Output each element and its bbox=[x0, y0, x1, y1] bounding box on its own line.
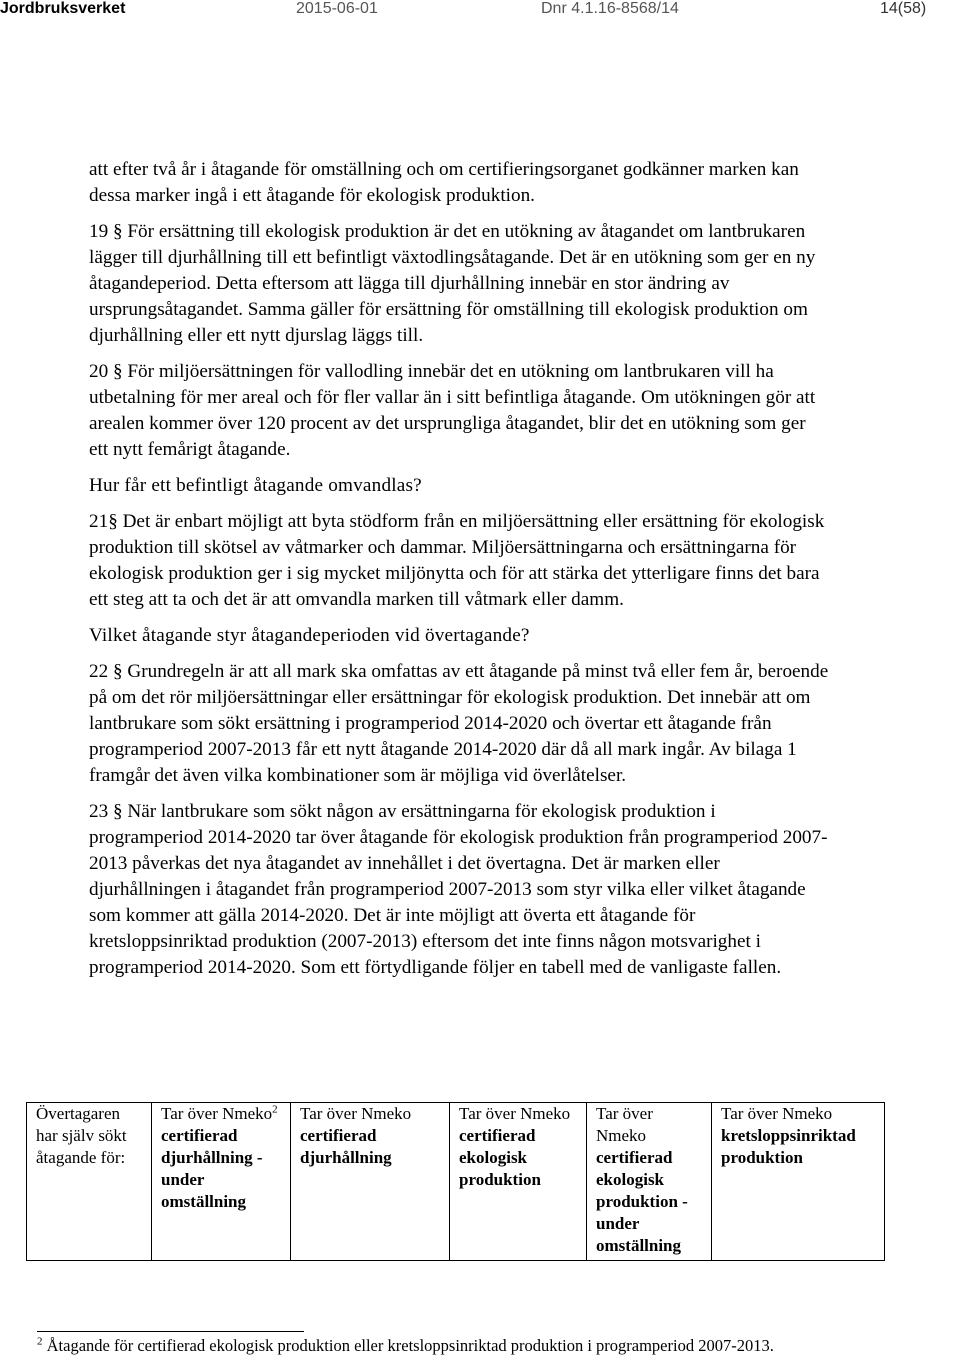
footnote-reference: 2 bbox=[272, 1103, 278, 1116]
cell-prefix: Tar över Nmeko bbox=[300, 1104, 412, 1123]
table-cell bbox=[587, 1103, 712, 1261]
table-cell bbox=[152, 1103, 291, 1261]
footnote-text: Åtagande för certifierad ekologisk produktion eller kretsloppsinriktad produktion i programperiod 2007-2013. bbox=[46, 1336, 774, 1355]
cell-bold-text: certifierad djurhållning - under omställning bbox=[161, 1126, 263, 1211]
cell-prefix: Tar över Nmeko bbox=[721, 1104, 833, 1123]
paragraph-continuation: att efter två år i åtagande för omställning och om certifieringsorganet godkänner marken kan dessa marker ingå i ett åtagande för ekologisk produktion. bbox=[89, 159, 799, 206]
cell-prefix: Tar över Nmeko bbox=[161, 1104, 273, 1123]
table-cell bbox=[450, 1103, 587, 1261]
organization-name: Jordbruksverket bbox=[0, 0, 126, 17]
document-date: 2015-06-01 bbox=[296, 0, 378, 17]
paragraph-21: 21§ Det är enbart möjligt att byta stödform från en miljöersättning eller ersättning för ekologisk produktion till skötsel av våtmarker och dammar. Miljöersättningarna och ersättningarna för ekologisk produktion ger i sig mycket miljönytta och för att stärka det ytterligare finns det bara ett steg att ta och det är att omvandla marken till våtmark eller damm. bbox=[89, 511, 825, 610]
cell-prefix: Tar över Nmeko bbox=[459, 1104, 571, 1123]
cell-bold-text: certifierad ekologisk produktion bbox=[459, 1126, 541, 1189]
footnote-separator bbox=[37, 1331, 304, 1332]
page-header bbox=[0, 0, 960, 22]
table-row bbox=[27, 1103, 885, 1261]
section-heading-conversion: Hur får ett befintligt åtagande omvandlas? bbox=[89, 475, 422, 496]
paragraph-20: 20 § För miljöersättningen för vallodling innebär det en utökning om lantbrukaren vill ha utbetalning för mer areal och för fler vallar än i sitt befintliga åtagande. Om utökningen gör att arealen kommer över 120 procent av det ursprungliga åtagandet, blir det en utökning som ger ett nytt femårigt åtagande. bbox=[89, 361, 816, 460]
table-cell bbox=[291, 1103, 450, 1261]
cell-prefix: Tar över Nmeko bbox=[596, 1104, 653, 1145]
footnote bbox=[37, 1336, 937, 1356]
paragraph-19: 19 § För ersättning till ekologisk produktion är det en utökning av åtagandet om lantbrukaren lägger till djurhållning till ett befintligt växtodlingsåtagande. Det är en utökning som ger en ny åtagandeperiod. Detta eftersom att lägga till djurhållning innebär en stor ändring av ursprungsåtagandet. Samma gäller för ersättning för omställning till ekologisk produktion om djurhållning eller ett nytt djurslag läggs till. bbox=[89, 221, 816, 346]
document-body bbox=[89, 157, 829, 991]
reference-number: Dnr 4.1.16-8568/14 bbox=[541, 0, 679, 17]
table-cell bbox=[712, 1103, 885, 1261]
cell-bold-text: certifierad djurhållning bbox=[300, 1126, 392, 1167]
paragraph-22: 22 § Grundregeln är att all mark ska omfattas av ett åtagande på minst två eller fem år, beroende på om det rör miljöersättningar eller ersättningar för ekologisk produktion. Det innebär att om lantbrukare som sökt ersättning i programperiod 2014-2020 och övertar ett åtagande från programperiod 2007-2013 får ett nytt åtagande 2014-2020 där då all mark ingår. Av bilaga 1 framgår det även vilka kombinationer som är möjliga vid överlåtelser. bbox=[89, 661, 829, 786]
cell-bold-text: kretsloppsinriktad produktion bbox=[721, 1126, 856, 1167]
footnote-mark: 2 bbox=[37, 1335, 43, 1348]
cell-bold-text: certifierad ekologisk produktion - under omställning bbox=[596, 1148, 688, 1255]
takeover-table bbox=[26, 1102, 885, 1261]
page-number: 14(58) bbox=[880, 0, 927, 17]
paragraph-23: 23 § När lantbrukare som sökt någon av ersättningarna för ekologisk produktion i programperiod 2014-2020 tar över åtagande för ekologisk produktion från programperiod 2007-2013 påverkas det nya åtagandet av innehållet i det övertagna. Det är marken eller djurhållningen i åtagandet från programperiod 2007-2013 som styr vilka eller vilket åtagande som kommer att gälla 2014-2020. Det är inte möjligt att överta ett åtagande för kretsloppsinriktad produktion (2007-2013) eftersom det inte finns någon motsvarighet i programperiod 2014-2020. Som ett förtydligande följer en tabell med de vanligaste fallen. bbox=[89, 801, 828, 978]
section-heading-takeover: Vilket åtagande styr åtagandeperioden vid övertagande? bbox=[89, 625, 530, 646]
table-row-label: Övertagaren har själv sökt åtagande för: bbox=[27, 1103, 152, 1261]
